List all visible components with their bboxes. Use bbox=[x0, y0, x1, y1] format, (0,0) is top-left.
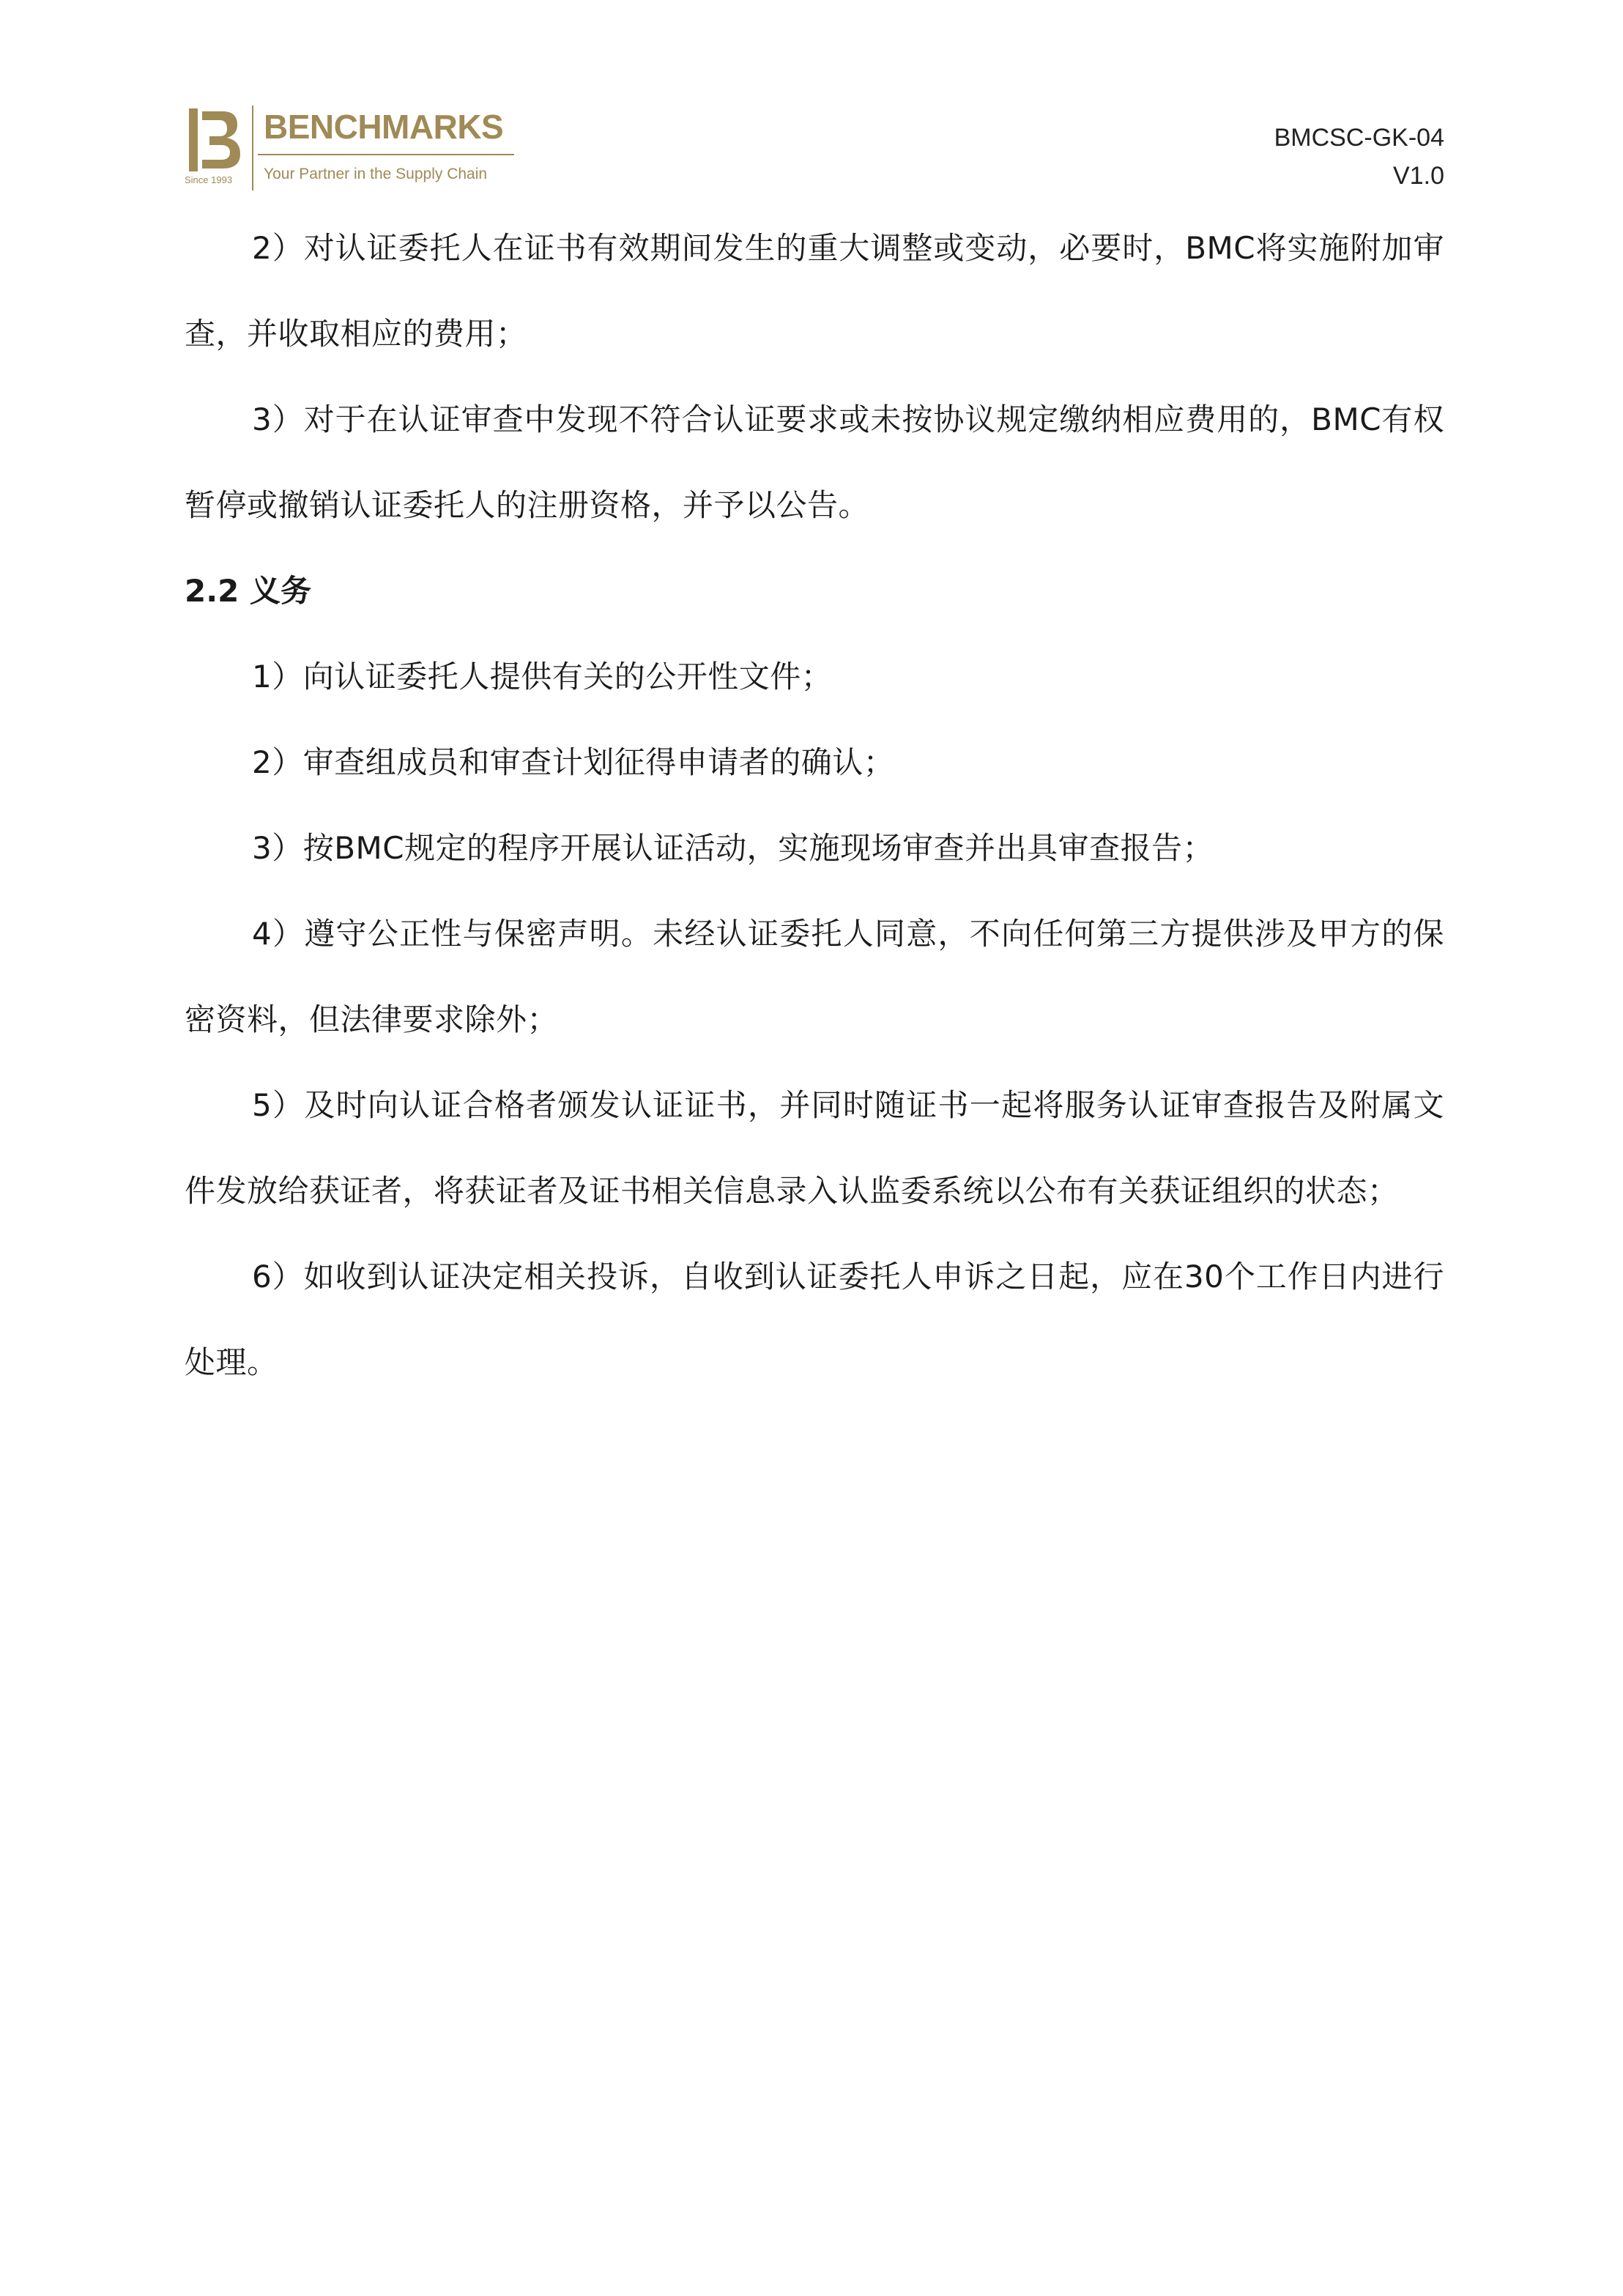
paragraph: 3）对于在认证审查中发现不符合认证要求或未按协议规定缴纳相应费用的，BMC有权暂停或撤销认证委托人的注册资格，并予以公告。 bbox=[185, 401, 1444, 523]
document-body bbox=[185, 205, 1444, 1405]
company-logo bbox=[185, 103, 521, 198]
list-item: 2）审查组成员和审查计划征得申请者的确认； bbox=[252, 744, 895, 780]
list-item: 4）遵守公正性与保密声明。未经认证委托人同意，不向任何第三方提供涉及甲方的保密资料，但法律要求除外； bbox=[185, 916, 1444, 1037]
document-meta bbox=[1274, 119, 1444, 195]
list-item: 3）按BMC规定的程序开展认证活动，实施现场审查并出具审查报告； bbox=[252, 830, 1214, 866]
logo-rule bbox=[258, 154, 514, 155]
list-item: 6）如收到认证决定相关投诉，自收到认证委托人申诉之日起，应在30个工作日内进行处理。 bbox=[185, 1259, 1444, 1380]
logo-tagline: Your Partner in the Supply Chain bbox=[264, 166, 488, 182]
logo-company-name: BENCHMARKS bbox=[264, 108, 504, 146]
section-heading: 2.2 义务 bbox=[185, 573, 312, 609]
document-version: V1.0 bbox=[1393, 162, 1444, 190]
document-code: BMCSC-GK-04 bbox=[1274, 124, 1444, 152]
list-item: 5）及时向认证合格者颁发认证证书，并同时随证书一起将服务认证审查报告及附属文件发放给获证者，将获证者及证书相关信息录入认监委系统以公布有关获证组织的状态； bbox=[185, 1087, 1444, 1209]
logo-since-text: Since 1993 bbox=[185, 174, 233, 185]
logo-divider bbox=[252, 105, 253, 190]
benchmarks-logo-icon bbox=[185, 108, 243, 171]
paragraph: 2）对认证委托人在证书有效期间发生的重大调整或变动，必要时，BMC将实施附加审查，并收取相应的费用； bbox=[185, 230, 1444, 352]
page-header bbox=[185, 103, 1444, 198]
list-item: 1）向认证委托人提供有关的公开性文件； bbox=[252, 659, 833, 695]
